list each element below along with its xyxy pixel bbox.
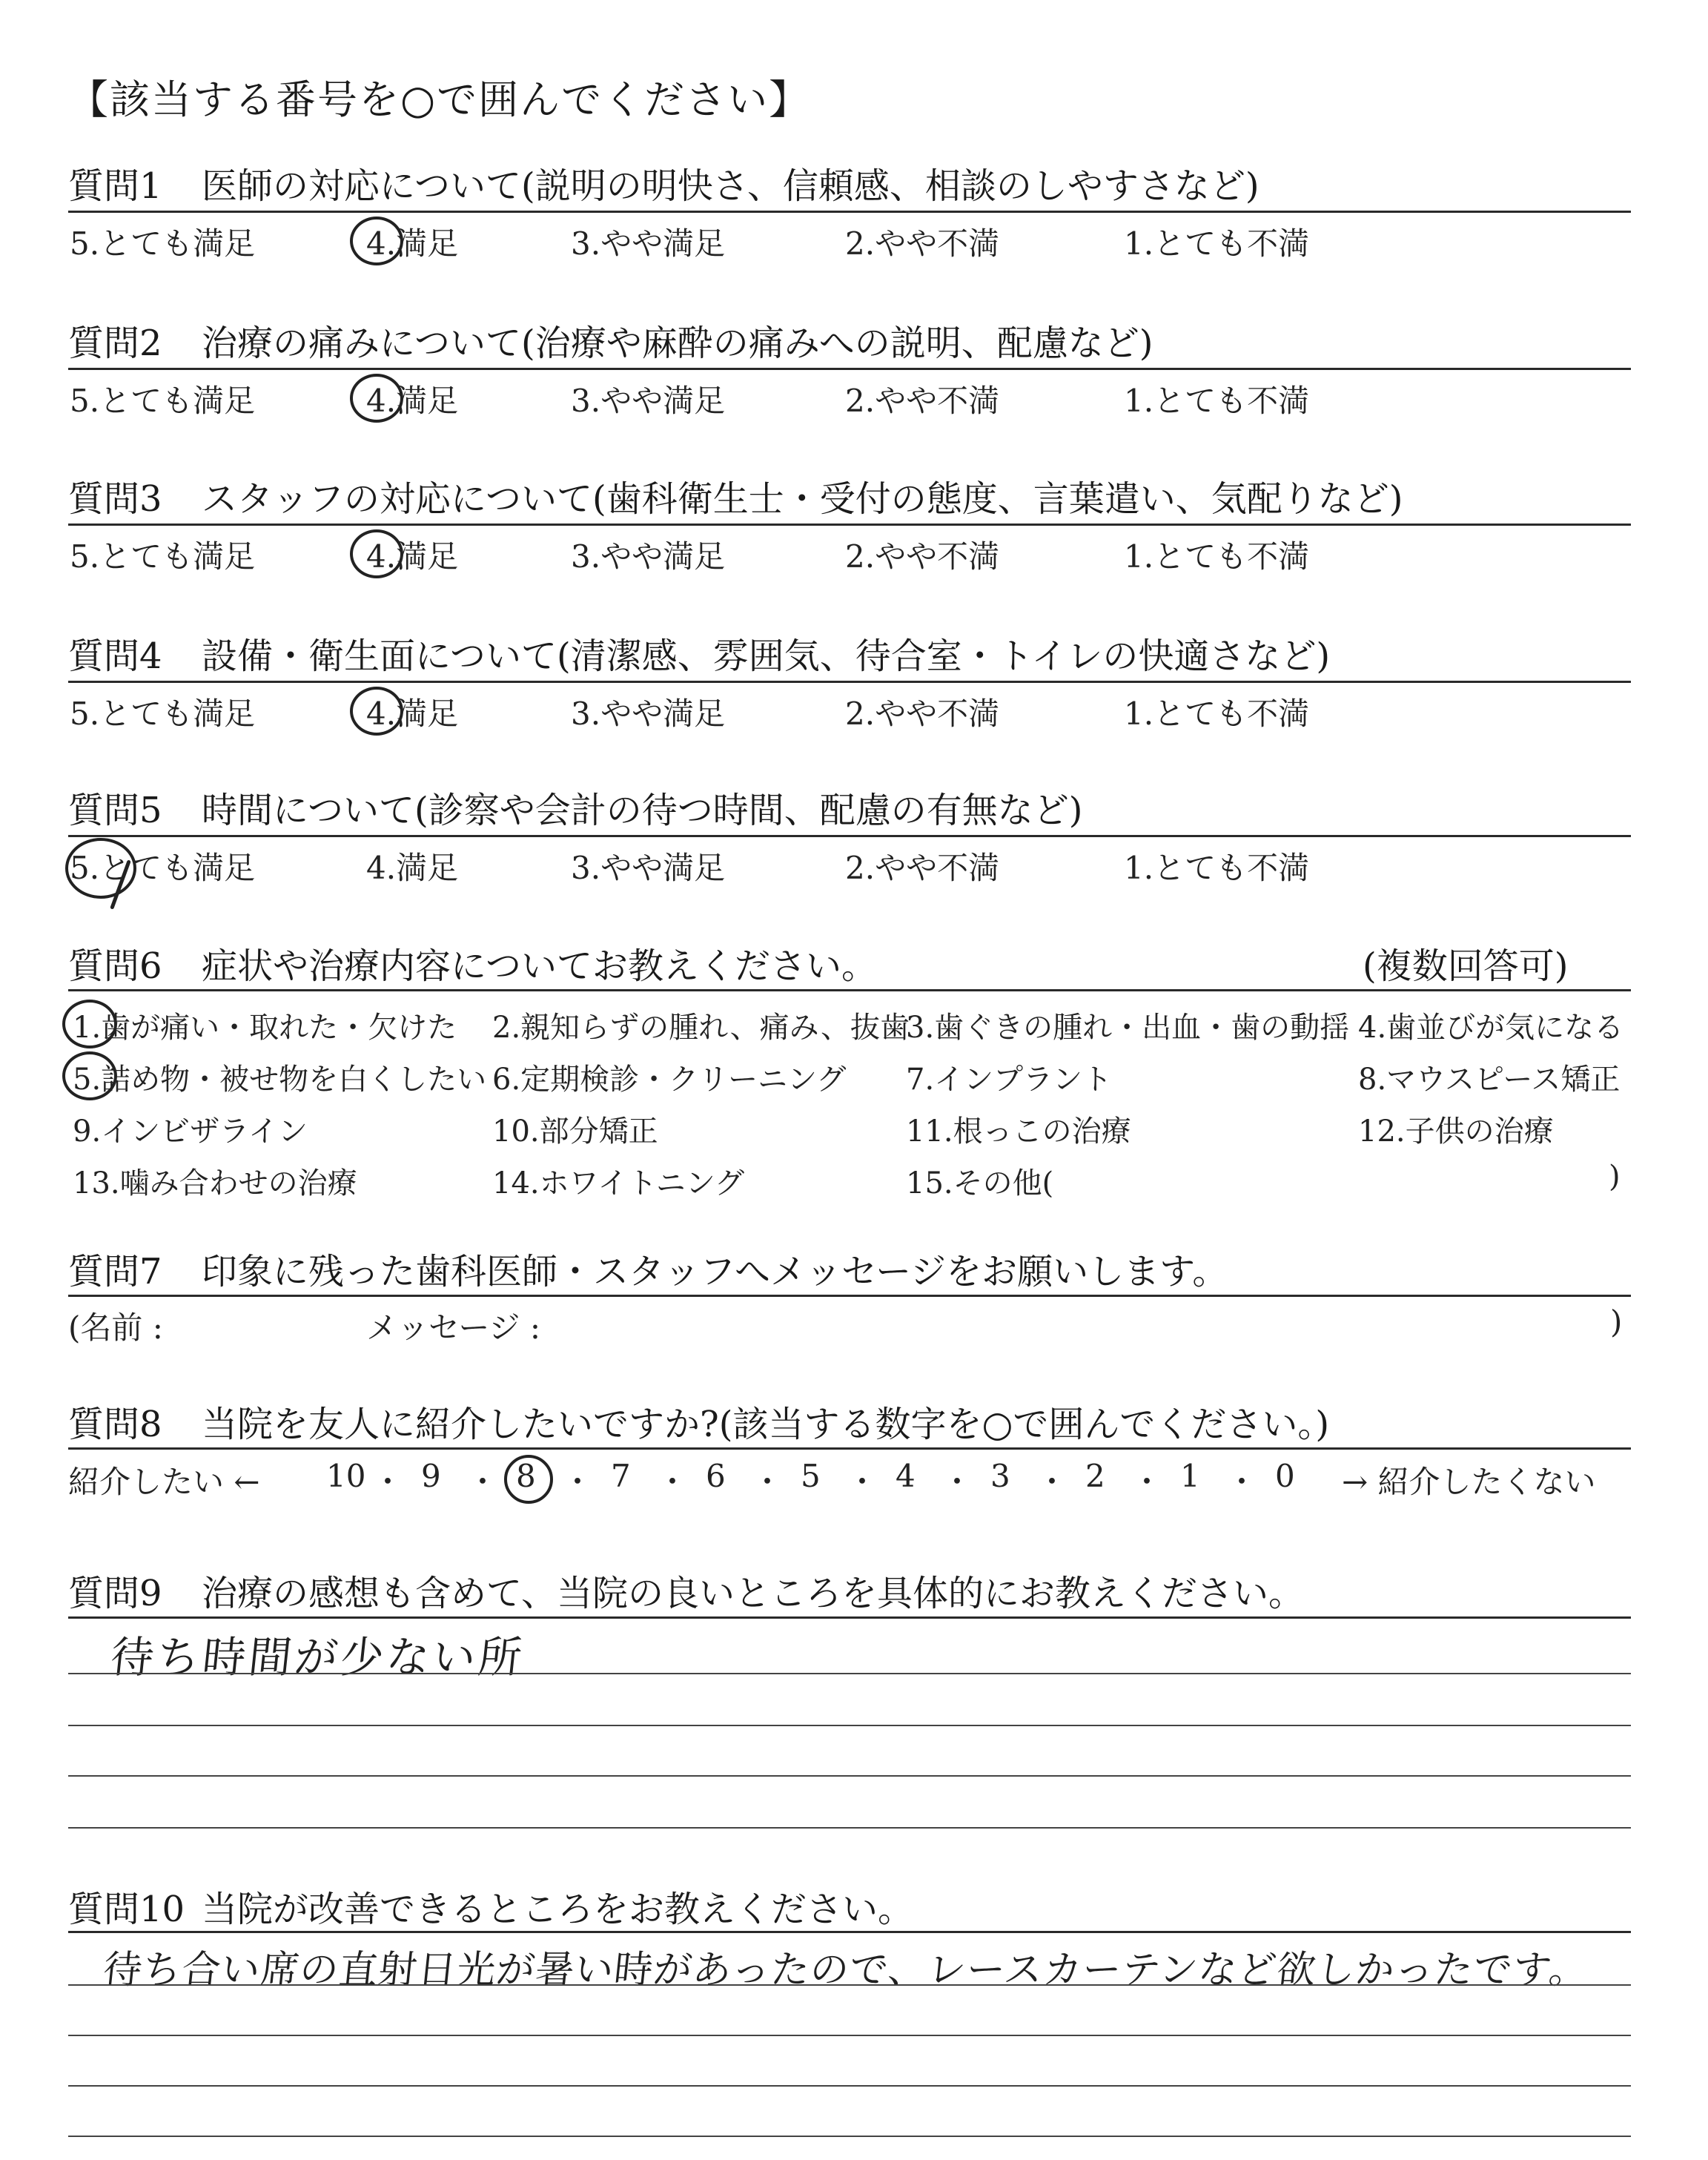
q8-scale-1[interactable]: 1 — [1180, 1458, 1200, 1494]
q8-scale-10[interactable]: 10 — [326, 1458, 366, 1494]
q5-label: 質問5 — [68, 790, 162, 831]
q9-answer[interactable]: 待ち時間が少ない所 — [107, 1632, 528, 1682]
q3-text: スタッフの対応について(歯科衛生士・受付の態度、言葉遣い、気配りなど) — [202, 478, 1403, 520]
q7-message-label: メッセージ : — [366, 1309, 540, 1346]
q6-option-15-close: ) — [1609, 1160, 1621, 1194]
q6-option-6[interactable]: 6.定期検診・クリーニング — [492, 1063, 847, 1097]
q6-note: (複数回答可) — [1363, 945, 1569, 987]
q1-option-4[interactable]: 4.満足 — [366, 225, 459, 262]
q6-option-13[interactable]: 13.噛み合わせの治療 — [73, 1166, 357, 1200]
q4-label: 質問4 — [68, 635, 162, 677]
q5-option-1[interactable]: 1.とても不満 — [1124, 850, 1310, 886]
q3-option-1[interactable]: 1.とても不満 — [1124, 538, 1310, 575]
q5-option-3[interactable]: 3.やや満足 — [571, 850, 726, 886]
q1-selection-circle — [350, 217, 403, 265]
q4-option-1[interactable]: 1.とても不満 — [1124, 696, 1310, 732]
q8-scale-separator: ・ — [467, 1464, 499, 1500]
q8-scale-separator: ・ — [1226, 1464, 1258, 1500]
q4-option-4[interactable]: 4.満足 — [366, 696, 459, 732]
q2-label: 質問2 — [68, 323, 162, 364]
q8-selection-circle — [504, 1455, 553, 1504]
q2-option-3[interactable]: 3.やや満足 — [571, 383, 726, 419]
q2-option-1[interactable]: 1.とても不満 — [1124, 383, 1310, 419]
q6-selection-circle-5 — [62, 1051, 117, 1100]
q8-scale-3[interactable]: 3 — [990, 1458, 1010, 1494]
q8-scale-separator: ・ — [752, 1464, 784, 1500]
q6-option-2[interactable]: 2.親知らずの腫れ、痛み、抜歯 — [492, 1011, 910, 1045]
q9-text: 治療の感想も含めて、当院の良いところを具体的にお教えください。 — [202, 1573, 1305, 1614]
q1-option-1[interactable]: 1.とても不満 — [1124, 225, 1310, 262]
q8-left-label: 紹介したい ← — [68, 1464, 260, 1500]
q8-scale-separator: ・ — [1131, 1464, 1163, 1500]
q6-option-8[interactable]: 8.マウスピース矯正 — [1358, 1063, 1621, 1097]
q6-option-3[interactable]: 3.歯ぐきの腫れ・出血・歯の動揺 — [906, 1011, 1350, 1045]
q9-label: 質問9 — [68, 1573, 162, 1614]
q8-scale-6[interactable]: 6 — [706, 1458, 726, 1494]
q8-right-label: → 紹介したくない — [1342, 1464, 1596, 1500]
q8-scale-9[interactable]: 9 — [421, 1458, 441, 1494]
q8-label: 質問8 — [68, 1404, 162, 1445]
q1-option-5[interactable]: 5.とても満足 — [70, 225, 256, 262]
q6-option-4[interactable]: 4.歯並びが気になる — [1358, 1011, 1624, 1045]
q3-option-5[interactable]: 5.とても満足 — [70, 538, 256, 575]
q8-scale-7[interactable]: 7 — [611, 1458, 631, 1494]
q8-scale-separator: ・ — [372, 1464, 404, 1500]
q2-option-4[interactable]: 4.満足 — [366, 383, 459, 419]
q3-option-2[interactable]: 2.やや不満 — [845, 538, 1000, 575]
q1-option-2[interactable]: 2.やや不満 — [845, 225, 1000, 262]
q6-option-7[interactable]: 7.インプラント — [906, 1063, 1113, 1097]
q1-option-3[interactable]: 3.やや満足 — [571, 225, 726, 262]
q6-label: 質問6 — [68, 945, 162, 987]
q5-option-5[interactable]: 5.とても満足 — [70, 850, 256, 886]
q6-option-14[interactable]: 14.ホワイトニング — [492, 1166, 745, 1200]
q8-scale-5[interactable]: 5 — [801, 1458, 821, 1494]
q3-option-4[interactable]: 4.満足 — [366, 538, 459, 575]
q8-scale-separator: ・ — [847, 1464, 878, 1500]
q3-selection-circle — [350, 529, 403, 578]
q6-option-11[interactable]: 11.根っこの治療 — [906, 1114, 1131, 1149]
q5-option-2[interactable]: 2.やや不満 — [845, 850, 1000, 886]
q3-option-3[interactable]: 3.やや満足 — [571, 538, 726, 575]
q8-scale-separator: ・ — [1036, 1464, 1068, 1500]
q4-text: 設備・衛生面について(清潔感、雰囲気、待合室・トイレの快適さなど) — [202, 635, 1331, 677]
q8-scale-separator: ・ — [562, 1464, 594, 1500]
q2-selection-circle — [350, 374, 403, 423]
q8-scale-4[interactable]: 4 — [896, 1458, 916, 1494]
q10-label: 質問10 — [68, 1889, 185, 1930]
q6-option-5[interactable]: 5.詰め物・被せ物を白くしたい — [73, 1063, 487, 1097]
q5-option-4[interactable]: 4.満足 — [366, 850, 459, 886]
q7-label: 質問7 — [68, 1251, 162, 1292]
q4-option-2[interactable]: 2.やや不満 — [845, 696, 1000, 732]
q6-selection-circle-1 — [62, 1000, 117, 1048]
q8-text: 当院を友人に紹介したいですか?(該当する数字を○で囲んでください。) — [202, 1404, 1330, 1445]
q3-label: 質問3 — [68, 478, 162, 520]
q10-text: 当院が改善できるところをお教えください。 — [202, 1889, 914, 1930]
q6-option-1[interactable]: 1.歯が痛い・取れた・欠けた — [73, 1011, 457, 1045]
q7-name-label: (名前 : — [68, 1309, 163, 1346]
q2-option-5[interactable]: 5.とても満足 — [70, 383, 256, 419]
q2-option-2[interactable]: 2.やや不満 — [845, 383, 1000, 419]
q6-option-12[interactable]: 12.子供の治療 — [1358, 1114, 1554, 1149]
q6-option-9[interactable]: 9.インビザライン — [73, 1114, 308, 1149]
q4-option-5[interactable]: 5.とても満足 — [70, 696, 256, 732]
q1-label: 質問1 — [68, 165, 162, 207]
q6-option-15[interactable]: 15.その他( — [906, 1166, 1054, 1200]
q4-selection-circle — [350, 687, 403, 736]
q8-scale-separator: ・ — [657, 1464, 689, 1500]
q7-text: 印象に残った歯科医師・スタッフへメッセージをお願いします。 — [202, 1251, 1228, 1292]
q8-scale-separator: ・ — [941, 1464, 973, 1500]
q1-text: 医師の対応について(説明の明快さ、信頼感、相談のしやすさなど) — [202, 165, 1260, 207]
q8-scale-8[interactable]: 8 — [516, 1458, 536, 1494]
q5-text: 時間について(診察や会計の待つ時間、配慮の有無など) — [202, 790, 1083, 831]
q4-option-3[interactable]: 3.やや満足 — [571, 696, 726, 732]
q8-scale-0[interactable]: 0 — [1275, 1458, 1295, 1494]
page-header: 【該当する番号を○で囲んでください】 — [68, 76, 811, 123]
q10-answer[interactable]: 待ち合い席の直射日光が暑い時があったので、レースカーテンなど欲しかったです。 — [101, 1948, 1591, 1992]
q8-scale-2[interactable]: 2 — [1085, 1458, 1105, 1494]
q6-text: 症状や治療内容についてお教えください。 — [202, 945, 878, 987]
q7-close-paren: ) — [1610, 1304, 1623, 1340]
q6-option-10[interactable]: 10.部分矯正 — [492, 1114, 658, 1149]
q2-text: 治療の痛みについて(治療や麻酔の痛みへの説明、配慮など) — [202, 323, 1153, 364]
